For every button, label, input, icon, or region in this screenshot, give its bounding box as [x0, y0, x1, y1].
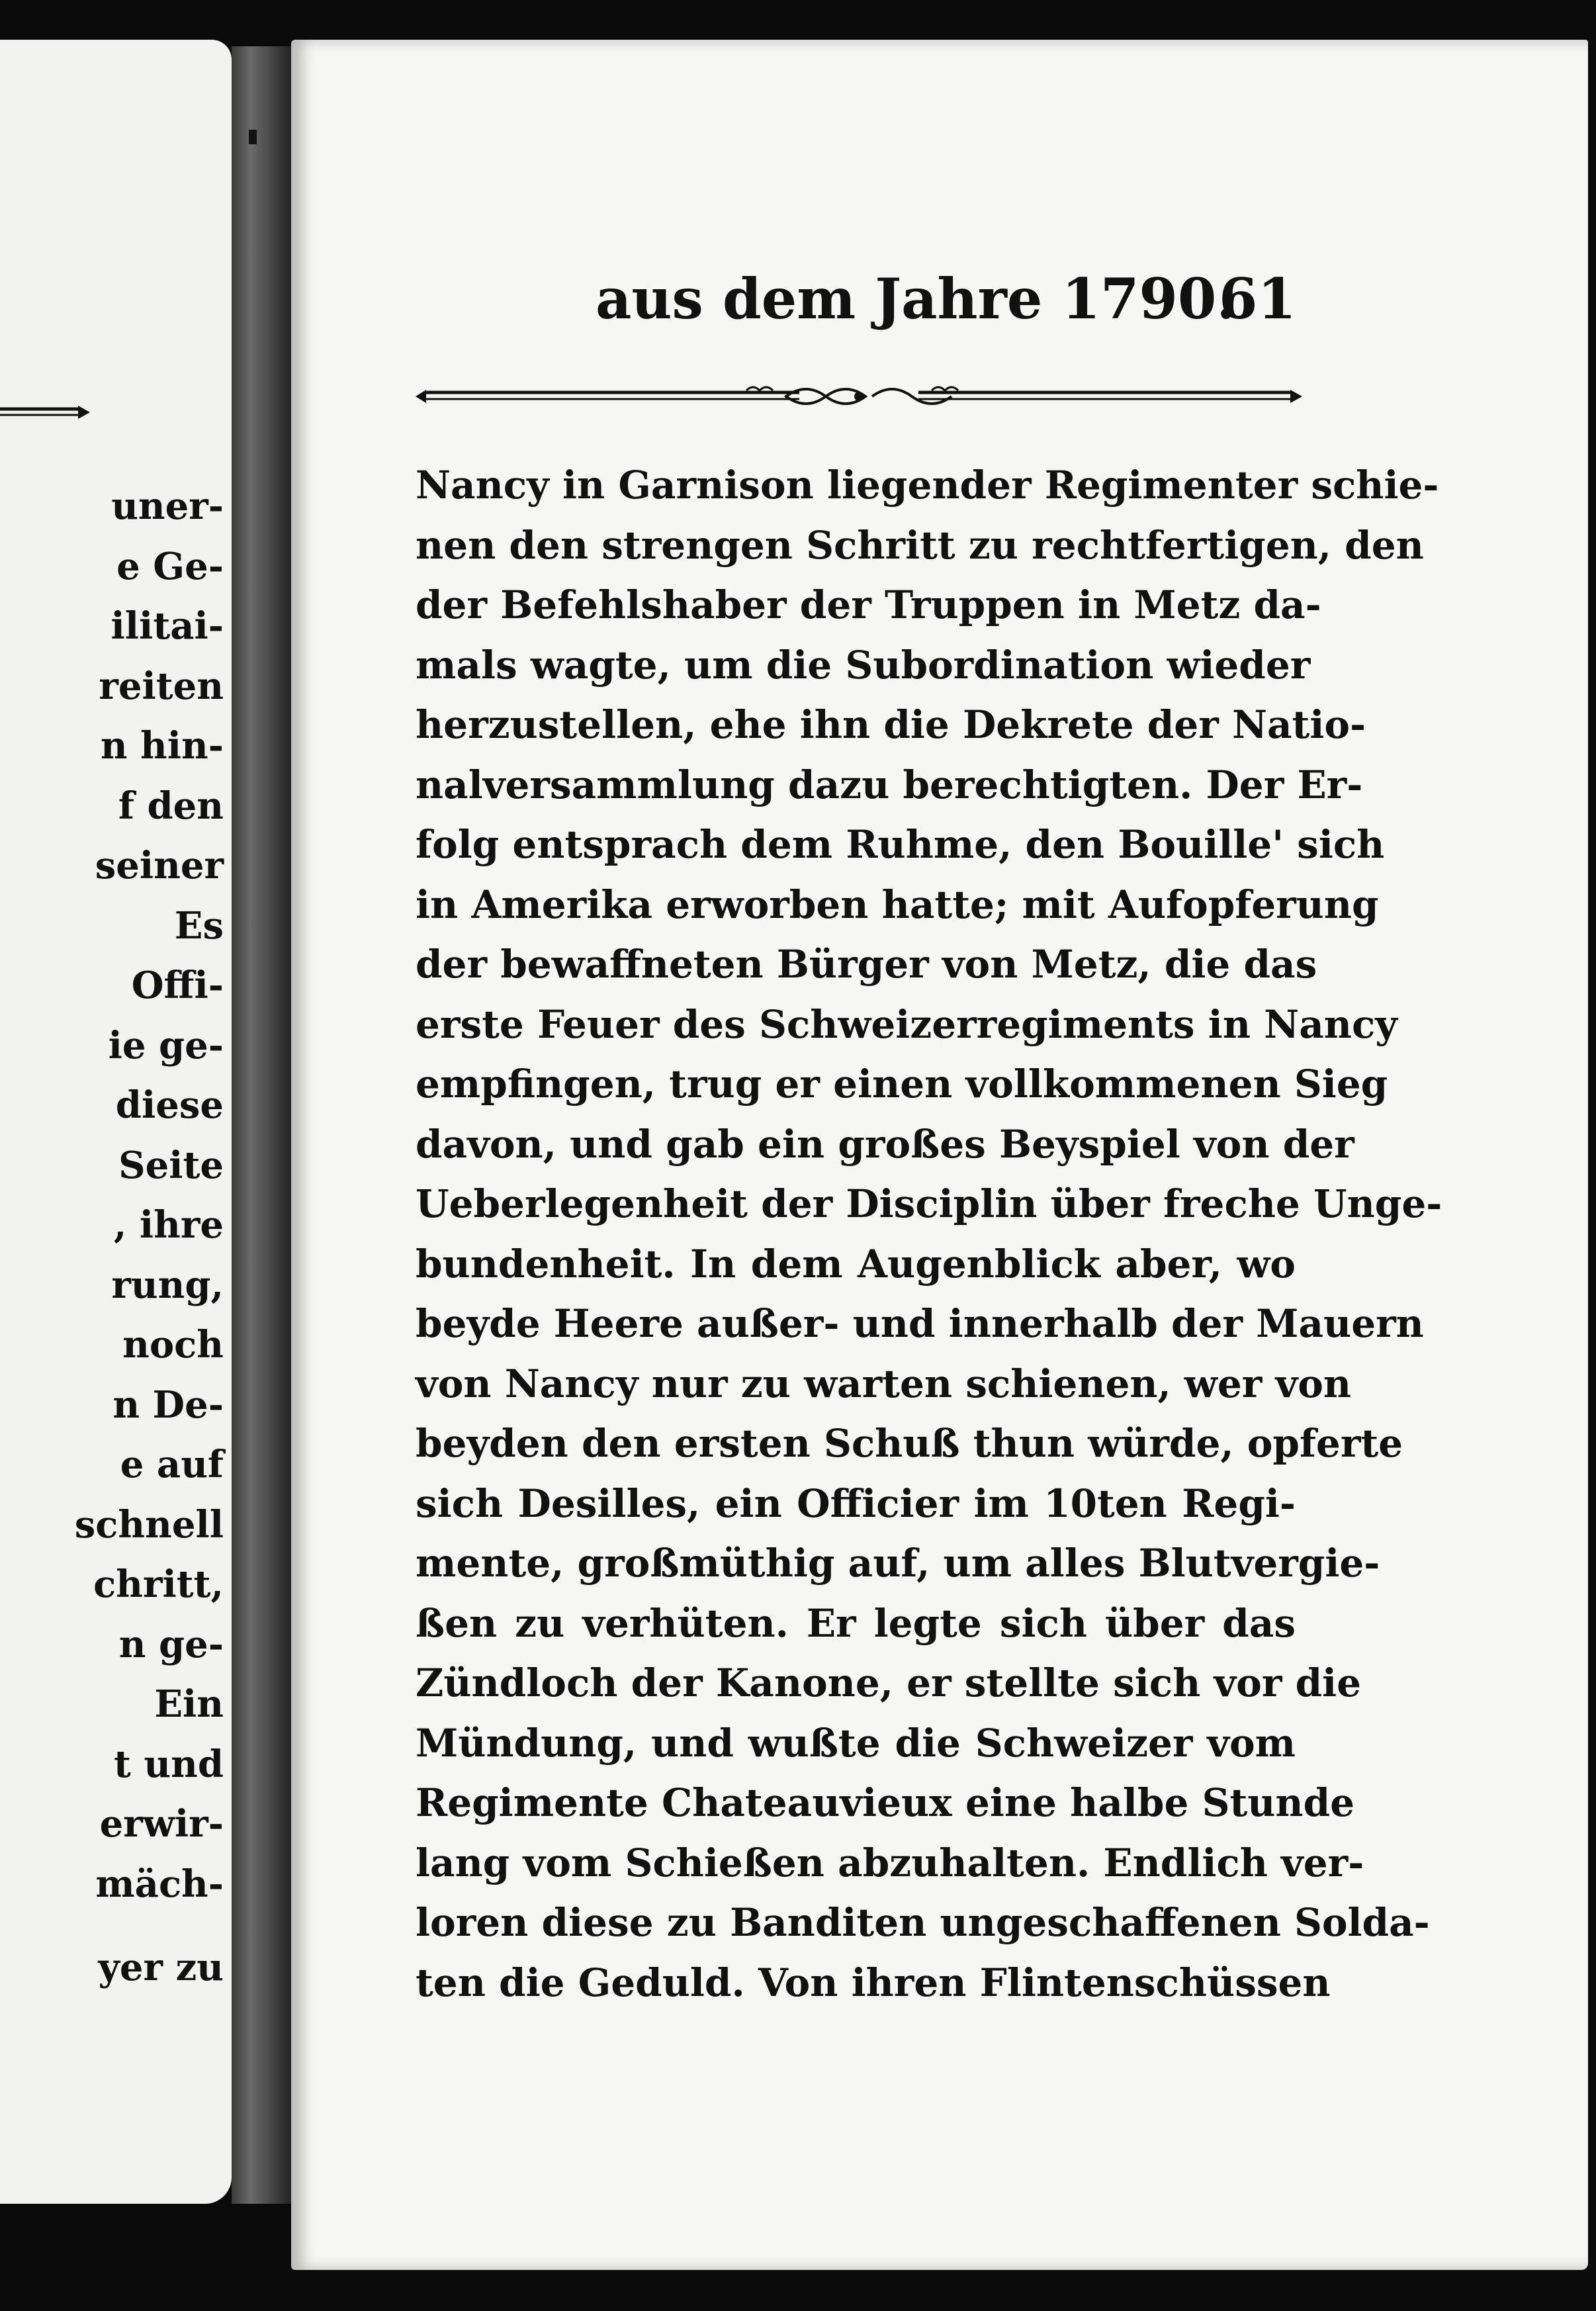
text-line: folg entsprach dem Ruhme, den Bouille' sich [416, 822, 1385, 867]
left-line-fragment: Seite [118, 1143, 224, 1187]
left-line-fragment: n ge- [118, 1622, 224, 1666]
left-line-fragment: t und [114, 1742, 224, 1786]
text-line: beyde Heere außer- und innerhalb der Mauern [416, 1301, 1424, 1346]
left-line-fragment: rung, [111, 1263, 224, 1307]
book-gutter [232, 46, 294, 2204]
left-line-fragment: e auf [120, 1443, 224, 1486]
text-line: in Amerika erworben hatte; mit Aufopferung [416, 882, 1379, 927]
text-line: ßen zu verhüten. Er legte sich über das [416, 1600, 1296, 1646]
left-line-fragment: diese [115, 1083, 224, 1127]
text-line: lang vom Schießen abzuhalten. Endlich ver- [416, 1840, 1364, 1885]
left-line-fragment: erwir- [99, 1802, 224, 1846]
left-line-fragment: Ein [154, 1682, 224, 1726]
text-line: Nancy in Garnison liegender Regimenter schie- [416, 463, 1439, 508]
text-line: erste Feuer des Schweizerregiments in Nancy [416, 1001, 1397, 1047]
left-page-line-ends [75, 476, 224, 1914]
text-line: ten die Geduld. Von ihren Flintenschüssen [416, 1960, 1331, 2005]
text-line: mente, großmüthig auf, um alles Blutvergie- [416, 1541, 1380, 1586]
left-line-fragment: ie ge- [108, 1023, 224, 1067]
text-line: loren diese zu Banditen ungeschaffenen Solda- [416, 1900, 1430, 1945]
left-line-fragment: Es [174, 903, 224, 948]
body-text [416, 455, 1442, 2013]
left-line-fragment: f den [118, 784, 224, 828]
left-line-fragment: seiner [95, 844, 224, 887]
text-line: Zündloch der Kanone, er stellte sich vor die [416, 1660, 1362, 1705]
text-line: empfingen, trug er einen vollkommenen Sieg [416, 1062, 1388, 1107]
left-line-fragment: , ihre [113, 1203, 224, 1247]
left-facing-page [0, 40, 232, 2204]
text-line: Ueberlegenheit der Disciplin über freche Unge- [416, 1181, 1442, 1226]
left-line-fragment: Offi- [131, 964, 224, 1007]
running-title: aus dem Jahre 1790. [596, 266, 1236, 332]
page-number: 61 [1219, 266, 1296, 332]
left-line-fragment: n De- [112, 1382, 224, 1427]
header-ornament-rule [416, 381, 1302, 412]
text-line: Regimente Chateauvieux eine halbe Stunde [416, 1780, 1355, 1825]
text-line: mals wagte, um die Subordination wieder [416, 642, 1311, 688]
left-line-fragment: uner- [111, 484, 224, 528]
text-line: der bewaffneten Bürger von Metz, die das [416, 942, 1317, 987]
text-line: bundenheit. In dem Augenblick aber, wo [416, 1241, 1296, 1287]
text-line: davon, und gab ein großes Beyspiel von der [416, 1121, 1354, 1167]
text-line: von Nancy nur zu warten schienen, wer von [416, 1361, 1352, 1406]
left-line-fragment: mäch- [95, 1862, 224, 1906]
text-line: herzustellen, ehe ihn die Dekrete der Natio- [416, 702, 1366, 747]
text-line: Mündung, und wußte die Schweizer vom [416, 1720, 1296, 1766]
left-line-fragment: chritt, [93, 1563, 224, 1606]
text-line: nalversammlung dazu berechtigten. Der Er- [416, 762, 1363, 807]
left-page-last-line: yer zu [98, 1946, 224, 1989]
text-line: beyden den ersten Schuß thun würde, opferte [416, 1421, 1403, 1466]
gutter-mark [249, 130, 257, 144]
left-line-fragment: n hin- [100, 724, 224, 768]
left-line-fragment: noch [122, 1323, 224, 1367]
text-line: sich Desilles, ein Officier im 10ten Regi- [416, 1480, 1296, 1526]
left-line-fragment: ilitai- [111, 604, 224, 648]
text-line: der Befehlshaber der Truppen in Metz da- [416, 582, 1321, 627]
text-line: nen den strengen Schritt zu rechtfertigen, den [416, 522, 1424, 568]
left-page-ornament-rule [0, 402, 93, 422]
left-line-fragment: reiten [99, 664, 224, 708]
left-line-fragment: schnell [74, 1502, 224, 1547]
left-line-fragment: e Ge- [116, 544, 224, 588]
